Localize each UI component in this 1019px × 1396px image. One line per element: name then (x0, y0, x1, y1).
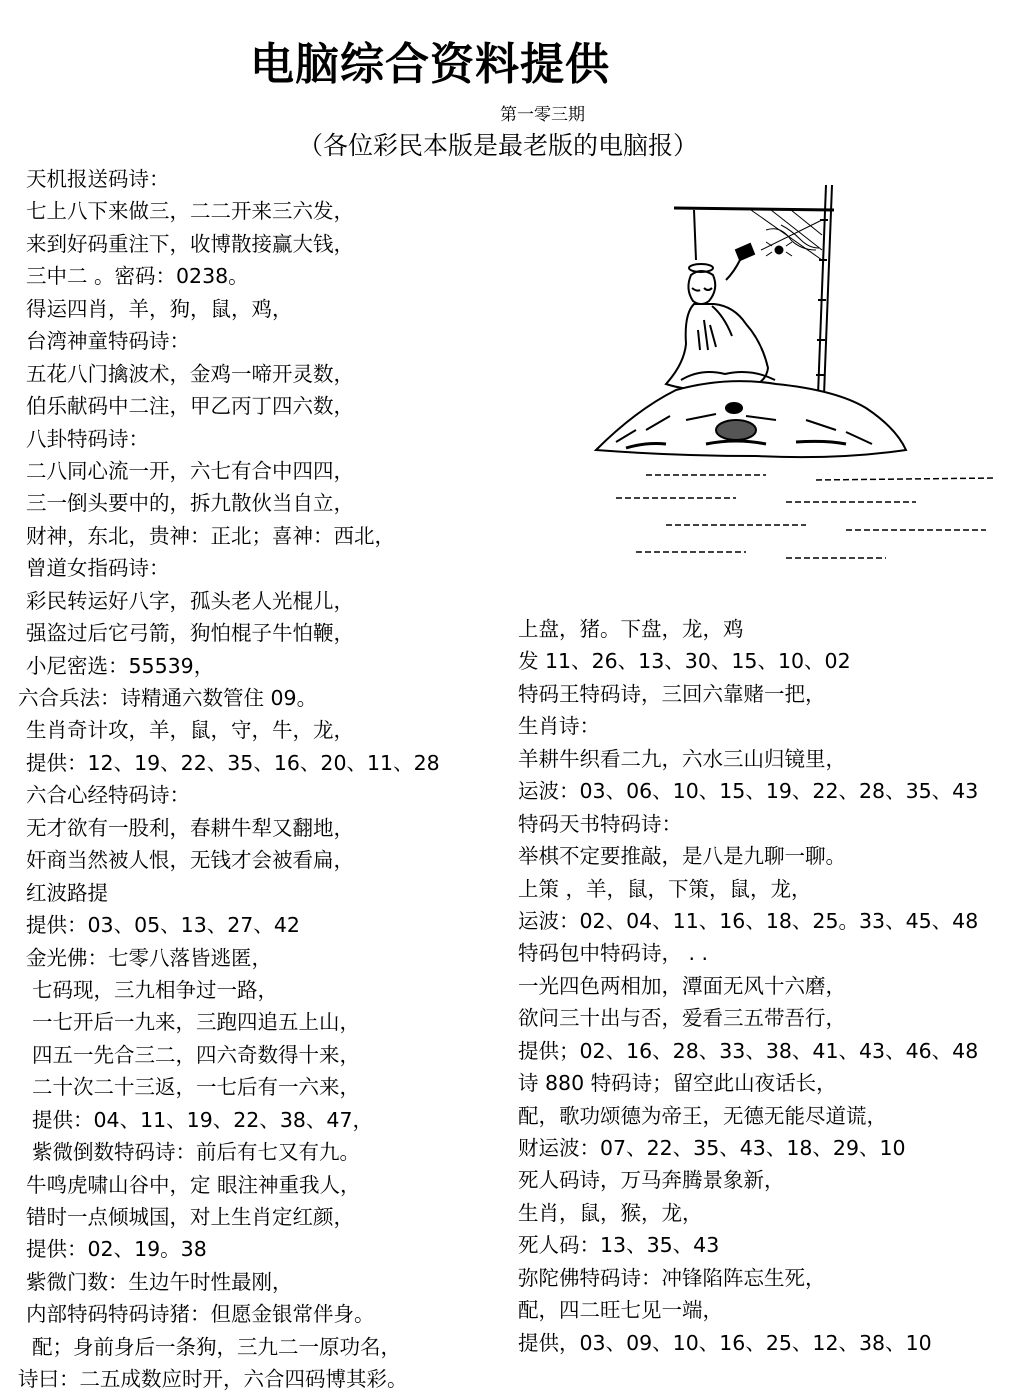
text-line: 紫微门数：生边午时性最刚， (26, 1269, 293, 1294)
text-line: 无才欲有一股利，春耕牛犁又翻地， (26, 815, 354, 840)
text-line: 运波：02、04、11、16、18、25。33、45、48 (518, 908, 979, 933)
text-line: 七上八下来做三，二二开来三六发， (26, 199, 354, 224)
text-line: 配，歌功颂德为帝王，无德无能尽道谎， (518, 1103, 887, 1128)
text-line: 金光佛：七零八落皆逃匿， (26, 945, 272, 970)
text-line: 提供：12、19、22、35、16、20、11、28 (26, 750, 440, 775)
text-line: 死人码：13、35、43 (518, 1233, 720, 1258)
text-line: 配；身前身后一条狗，三九二一原功名， (32, 1334, 401, 1359)
text-line: 八卦特码诗： (26, 426, 149, 451)
text-line: 彩民转运好八字，孤头老人光棍儿， (26, 588, 354, 613)
text-line: 紫微倒数特码诗：前后有七又有九。 (32, 1140, 360, 1165)
text-line: 提供：02、19。38 (26, 1237, 207, 1262)
text-line: 伯乐献码中二注，甲乙丙丁四六数， (26, 394, 354, 419)
monk-on-rock-illustration (586, 180, 1006, 570)
monk-figure (666, 244, 775, 390)
text-line: 错时一点倾城国，对上生肖定红颜， (26, 1205, 354, 1229)
text-line: 奸商当然被人恨，无钱才会被看扁， (26, 848, 354, 873)
text-line: 强盗过后它弓箭，狗怕棍子牛怕鞭， (26, 621, 354, 646)
right-column (518, 613, 1008, 1359)
text-line: 曾道女指码诗： (26, 556, 170, 581)
text-line: 七码现，三九相争过一路， (32, 977, 278, 1002)
text-line: 财神，东北，贵神：正北；喜神：西北， (26, 523, 395, 548)
text-line: 上盘，猪。下盘，龙，鸡 (518, 617, 744, 641)
text-line: 一光四色两相加，潭面无风十六磨， (518, 973, 846, 998)
text-line: 生肖诗： (518, 714, 600, 739)
text-line: 财运波：07、22、35、43、18、29、10 (518, 1136, 906, 1160)
text-line: 发 11、26、13、30、15、10、02 (518, 649, 851, 674)
text-line: 特码王特码诗，三回六靠赌一把， (518, 681, 826, 706)
text-line: 特码天书特码诗： (518, 811, 682, 836)
text-line: 生肖奇计攻，羊，鼠，守，牛，龙， (26, 718, 354, 743)
text-line: 举棋不定要推敲，是八是九聊一聊。 (518, 844, 846, 869)
left-column (18, 163, 488, 1396)
text-line: 二八同心流一开，六七有合中四四， (26, 458, 354, 483)
text-line: 诗 880 特码诗；留空此山夜话长， (518, 1071, 837, 1096)
page-subtitle: （各位彩民本版是最老版的电脑报） (298, 131, 699, 160)
text-line: 欲问三十出与否，爱看三五带吾行， (518, 1006, 846, 1031)
text-line: 羊耕牛织看二九，六水三山归镜里， (518, 746, 846, 771)
text-line: 提供：04、11、19、22、38、47， (32, 1107, 374, 1132)
text-line: 生肖，鼠，猴，龙， (518, 1200, 703, 1225)
text-line: 提供：03、05、13、27、42 (26, 913, 300, 938)
text-line: 提供；02、16、28、33、38、41、43、46、48 (518, 1038, 979, 1063)
text-line: 天机报送码诗： (26, 167, 170, 191)
text-line: 牛鸣虎啸山谷中，定 眼注神重我人， (26, 1172, 361, 1197)
text-line: 二十次二十三返，一七后有一六来， (32, 1075, 360, 1100)
text-line: 诗曰：二五成数应时开，六合四码博其彩。 (18, 1367, 408, 1392)
text-line: 红波路提 (26, 880, 108, 905)
text-line: 上策 ，羊，鼠，下策，鼠，龙， (518, 876, 812, 901)
text-line: 三中二 。密码：0238。 (26, 264, 249, 289)
text-line: 内部特码特码诗猪：但愿金银常伴身。 (26, 1302, 375, 1327)
text-line: 三一倒头要中的，拆九散伙当自立， (26, 491, 354, 516)
text-line: 特码包中特码诗， . . (518, 941, 709, 966)
text-line: 死人码诗，万马奔腾景象新， (518, 1168, 785, 1193)
text-line: 小尼密选：55539， (26, 653, 215, 678)
text-line: 一七开后一九来，三跑四追五上山， (32, 1010, 360, 1035)
issue-number: 第一零三期 (500, 105, 585, 125)
text-line: 六合兵法：诗精通六数管住 09。 (18, 686, 318, 710)
text-line: 得运四肖，羊，狗，鼠，鸡， (26, 296, 293, 321)
page-title: 电脑综合资料提供 (250, 39, 610, 90)
spider-web (751, 210, 822, 260)
rock (596, 381, 906, 457)
text-line: 配，四二旺七见一端， (518, 1298, 723, 1323)
text-line: 台湾神童特码诗： (26, 329, 190, 354)
text-line: 五花八门擒波术，金鸡一啼开灵数， (26, 361, 354, 386)
text-line: 六合心经特码诗： (26, 783, 190, 808)
text-line: 运波：03、06、10、15、19、22、28、35、43 (518, 779, 979, 804)
water-lines (616, 475, 996, 558)
text-line: 四五一先合三二，四六奇数得十来， (32, 1042, 360, 1067)
text-line: 弥陀佛特码诗：冲锋陷阵忘生死， (518, 1265, 826, 1290)
text-line: 提供，03、09、10、16、25、12、38、10 (518, 1330, 932, 1355)
text-line: 来到好码重注下，收博散接赢大钱， (26, 231, 354, 256)
